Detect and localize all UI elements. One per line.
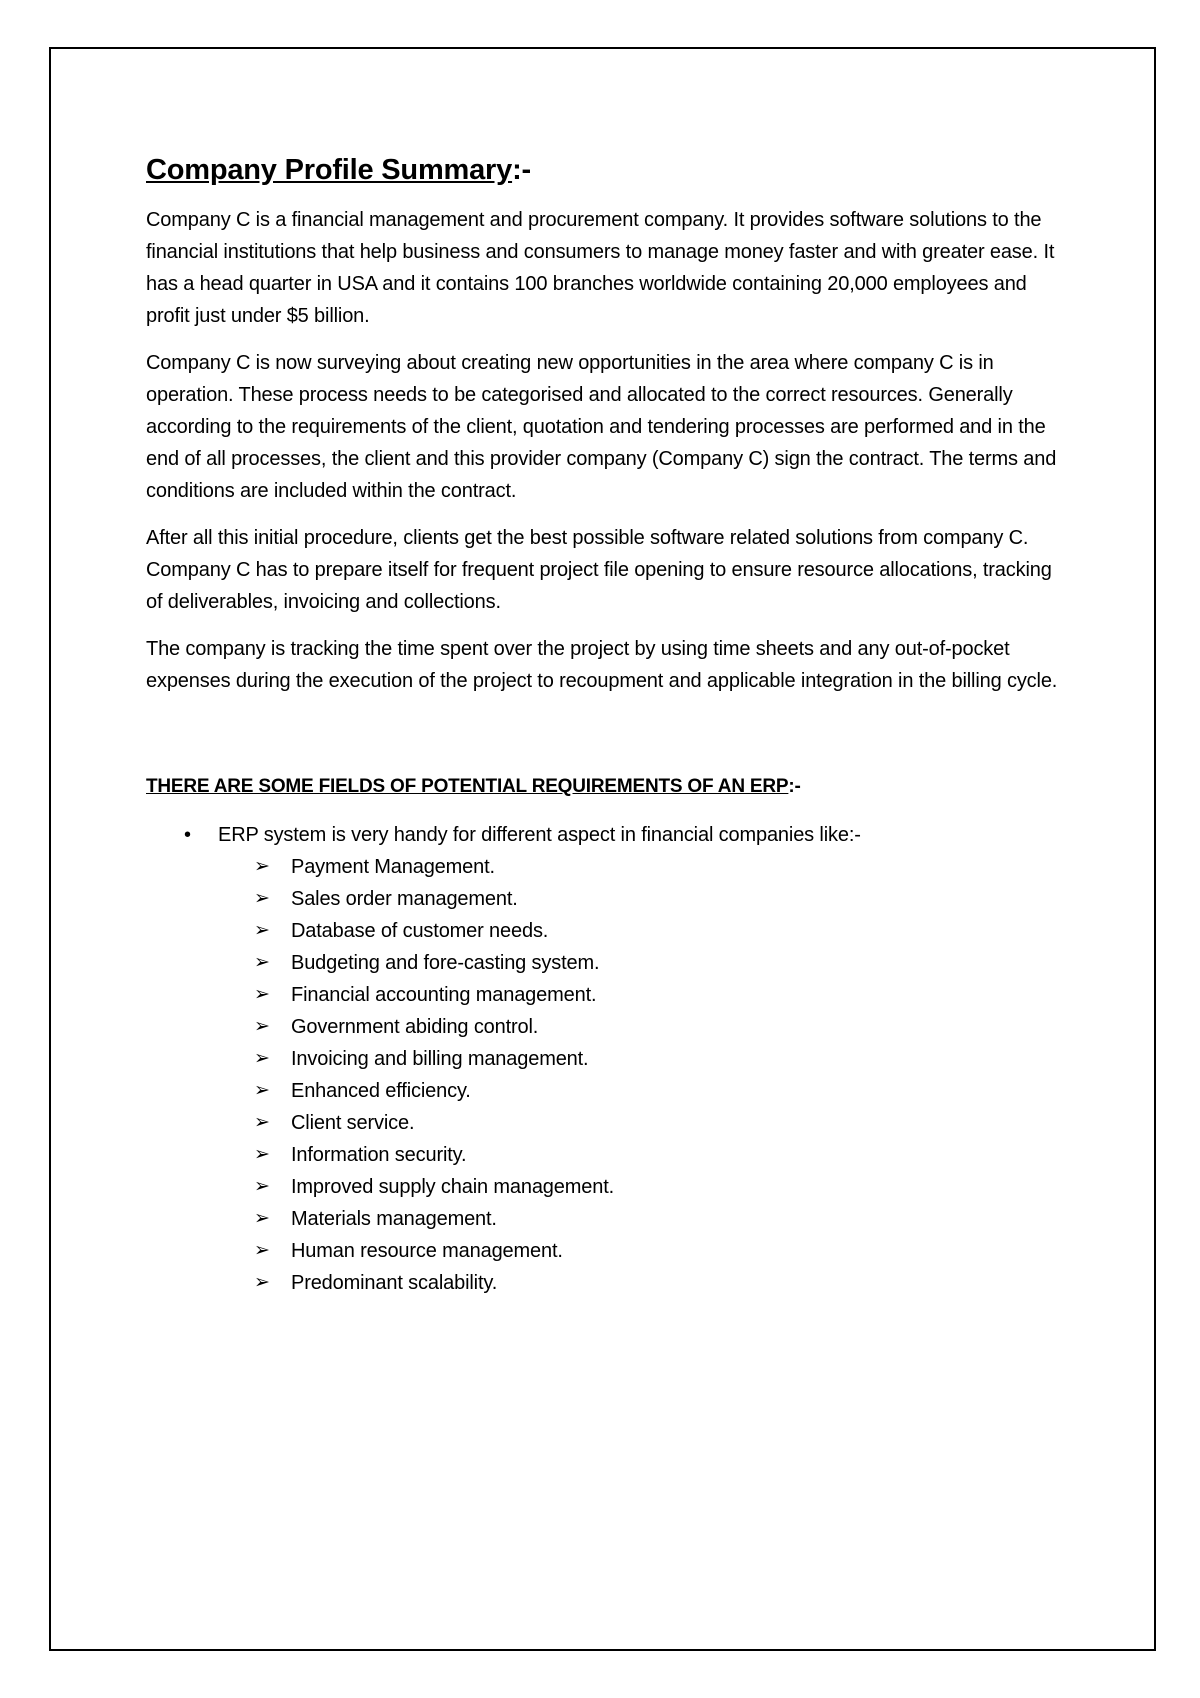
- list-item-text: Enhanced efficiency.: [291, 1080, 471, 1102]
- list-item: [146, 1107, 1066, 1139]
- arrow-bullet-icon: ➢: [254, 1208, 270, 1229]
- list-item: [146, 947, 1066, 979]
- list-item-text: Payment Management.: [291, 856, 495, 878]
- bullet-text: ERP system is very handy for different aspect in financial companies like:-: [218, 824, 861, 846]
- page-title: [146, 150, 1066, 190]
- list-item: [146, 883, 1066, 915]
- arrow-bullet-icon: ➢: [254, 1016, 270, 1037]
- arrow-bullet-icon: ➢: [254, 1272, 270, 1293]
- paragraph: Company C is now surveying about creating new opportunities in the area where company C is in operation. These process needs to be categorised and allocated to the correct resources. Generally according to the requirements of the client, quotation and tendering processes are performed and in the end of all processes, the client and this provider company (Company C) sign the contract. The terms and conditions are included within the contract.: [146, 352, 1057, 502]
- list-item-text: Improved supply chain management.: [291, 1176, 615, 1198]
- bullet-dot-icon: •: [184, 824, 191, 846]
- list-item: [146, 915, 1066, 947]
- arrow-bullet-icon: ➢: [254, 856, 270, 877]
- arrow-bullet-icon: ➢: [254, 1048, 270, 1069]
- arrow-bullet-icon: ➢: [254, 984, 270, 1005]
- arrow-bullet-icon: ➢: [254, 1144, 270, 1165]
- list-item: [146, 1043, 1066, 1075]
- list-item-text: Database of customer needs.: [291, 920, 549, 942]
- section-heading-suffix: :-: [788, 776, 801, 797]
- section-heading-text: THERE ARE SOME FIELDS OF POTENTIAL REQUIREMENTS OF AN ERP: [146, 776, 789, 797]
- list-item-text: Invoicing and billing management.: [291, 1048, 589, 1070]
- arrow-bullet-icon: ➢: [254, 952, 270, 973]
- list-item-text: Materials management.: [291, 1208, 497, 1230]
- list-item-text: Human resource management.: [291, 1240, 563, 1262]
- arrow-bullet-icon: ➢: [254, 1176, 270, 1197]
- list-item-text: Sales order management.: [291, 888, 518, 910]
- arrow-bullet-icon: ➢: [254, 920, 270, 941]
- paragraph: After all this initial procedure, clients get the best possible software related solutions from company C. Company C has to prepare itself for frequent project file opening to ensure resource allocations, tracking of deliverables, invoicing and collections.: [146, 527, 1052, 613]
- arrow-bullet-icon: ➢: [254, 1240, 270, 1261]
- requirements-list: [146, 851, 1066, 1299]
- paragraph: The company is tracking the time spent over the project by using time sheets and any out-of-pocket expenses during the execution of the project to recoupment and applicable integration in the billing cycle.: [146, 638, 1058, 692]
- arrow-bullet-icon: ➢: [254, 1112, 270, 1133]
- page-title-text: Company Profile Summary: [146, 154, 513, 186]
- list-item-text: Client service.: [291, 1112, 415, 1134]
- list-item: [146, 1139, 1066, 1171]
- list-item-text: Predominant scalability.: [291, 1272, 498, 1294]
- section-heading: [146, 773, 1066, 801]
- list-item: [146, 1267, 1066, 1299]
- list-item: [146, 1235, 1066, 1267]
- list-item: [146, 979, 1066, 1011]
- document-body: [146, 150, 1066, 1299]
- list-item-text: Government abiding control.: [291, 1016, 539, 1038]
- paragraph: Company C is a financial management and procurement company. It provides software solutions to the financial institutions that help business and consumers to manage money faster and with greater ease. It has a head quarter in USA and it contains 100 branches worldwide containing 20,000 employees and profit just under $5 billion.: [146, 209, 1055, 327]
- arrow-bullet-icon: ➢: [254, 1080, 270, 1101]
- arrow-bullet-icon: ➢: [254, 888, 270, 909]
- list-item: [146, 1075, 1066, 1107]
- page-title-suffix: :-: [512, 154, 531, 186]
- list-item-text: Budgeting and fore-casting system.: [291, 952, 600, 974]
- bullet-item: [146, 819, 1066, 851]
- list-item: [146, 1011, 1066, 1043]
- list-item: [146, 851, 1066, 883]
- list-item-text: Financial accounting management.: [291, 984, 597, 1006]
- list-item: [146, 1203, 1066, 1235]
- list-item-text: Information security.: [291, 1144, 467, 1166]
- list-item: [146, 1171, 1066, 1203]
